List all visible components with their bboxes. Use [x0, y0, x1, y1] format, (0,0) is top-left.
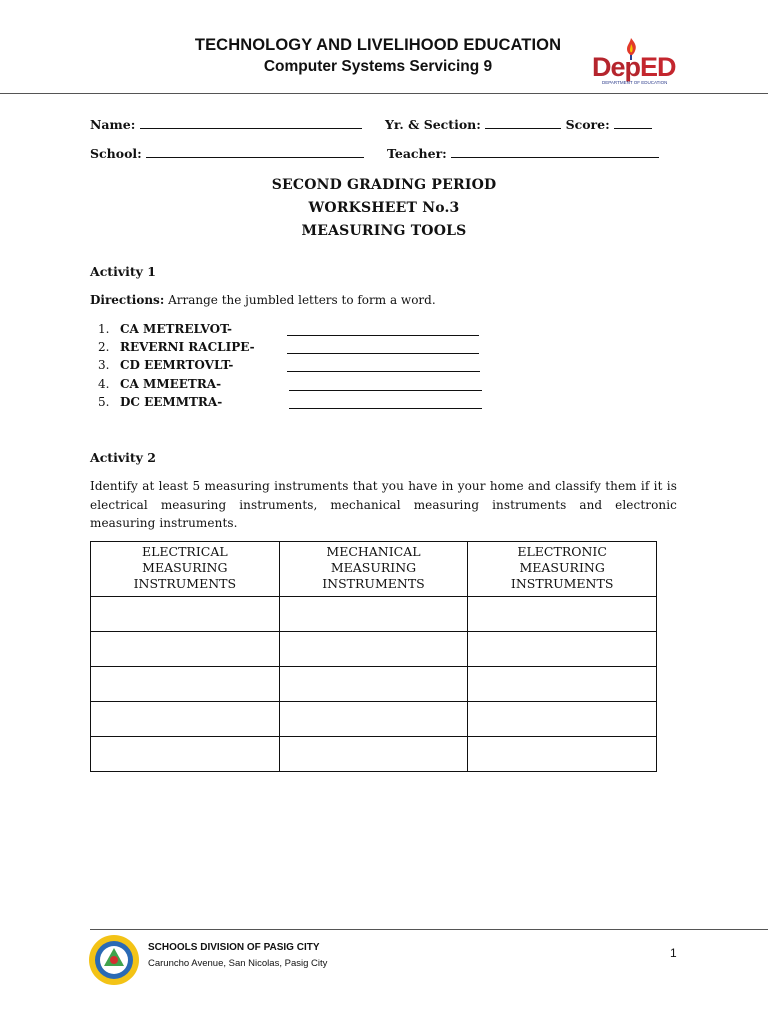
logo-tagline: DEPARTMENT OF EDUCATION: [602, 80, 668, 85]
deped-logo: [590, 40, 690, 92]
jumble-word: REVERNI RACLIPE-: [120, 340, 255, 354]
answer-blank[interactable]: [287, 335, 479, 336]
activity-2-instructions: Identify at least 5 measuring instruments that you have in your home and classify them if it is electrical measuring instruments, mechanical measuring instruments and electronic measuring instruments.: [90, 479, 677, 530]
table-row: [91, 597, 657, 632]
school-blank[interactable]: [146, 147, 364, 158]
worksheet-title: WORKSHEET No.3: [308, 200, 460, 216]
answer-blank[interactable]: [289, 390, 482, 391]
teacher-blank[interactable]: [451, 147, 659, 158]
table-cell[interactable]: [91, 737, 280, 772]
directions-label: Directions:: [90, 293, 165, 307]
table-cell[interactable]: [91, 667, 280, 702]
table-cell[interactable]: [468, 667, 657, 702]
school-field-row: [90, 146, 364, 161]
table-cell[interactable]: [91, 597, 280, 632]
table-cell[interactable]: [468, 737, 657, 772]
jumble-item: 3. CD EEMRTOVLT-: [98, 358, 234, 372]
directions-text: Arrange the jumbled letters to form a word.: [168, 293, 436, 307]
table-row: [91, 632, 657, 667]
teacher-field-row: [387, 146, 659, 161]
jumble-item: 4. CA MMEETRA-: [98, 377, 222, 391]
answer-blank[interactable]: [287, 371, 480, 372]
table-cell[interactable]: [279, 737, 468, 772]
table-cell[interactable]: [279, 667, 468, 702]
header-divider: [0, 93, 768, 94]
classification-table: [90, 541, 657, 772]
column-header-electronic: ELECTRONIC MEASURING INSTRUMENTS: [468, 542, 657, 597]
course-subtitle: Computer Systems Servicing 9: [263, 58, 493, 75]
table-cell[interactable]: [91, 632, 280, 667]
yr-section-blank[interactable]: [485, 118, 561, 129]
column-header-electrical: ELECTRICAL MEASURING INSTRUMENTS: [91, 542, 280, 597]
jumble-item: 5. DC EEMMTRA-: [98, 395, 223, 409]
activity-2-label: Activity 2: [90, 450, 156, 465]
table-cell[interactable]: [91, 702, 280, 737]
jumble-word: CA METRELVOT-: [120, 322, 233, 336]
topic-title: MEASURING TOOLS: [301, 223, 467, 239]
table-header-row: [91, 542, 657, 597]
yr-section-label: Yr. & Section:: [385, 117, 481, 132]
subject-title: TECHNOLOGY AND LIVELIHOOD EDUCATION: [194, 36, 562, 54]
table-cell[interactable]: [468, 702, 657, 737]
footer-organization: SCHOOLS DIVISION OF PASIG CITY: [148, 942, 320, 953]
page-number: 1: [670, 946, 677, 960]
score-label: Score:: [565, 117, 610, 132]
jumble-item: 2. REVERNI RACLIPE-: [98, 340, 255, 354]
table-cell[interactable]: [279, 632, 468, 667]
table-cell[interactable]: [468, 597, 657, 632]
division-seal-icon: [88, 934, 140, 986]
activity-1-label: Activity 1: [90, 264, 156, 279]
jumble-item: 1. CA METRELVOT-: [98, 322, 233, 336]
grading-period-title: SECOND GRADING PERIOD: [271, 177, 497, 193]
name-blank[interactable]: [140, 118, 362, 129]
jumble-word: CA MMEETRA-: [120, 377, 222, 391]
activity-1-directions: [90, 293, 436, 307]
school-label: School:: [90, 146, 142, 161]
logo-wordmark: DepED: [592, 52, 676, 82]
section-field-row: [385, 117, 652, 132]
name-label: Name:: [90, 117, 136, 132]
table-cell[interactable]: [468, 632, 657, 667]
jumble-word: CD EEMRTOVLT-: [120, 358, 234, 372]
table-cell[interactable]: [279, 702, 468, 737]
column-header-mechanical: MECHANICAL MEASURING INSTRUMENTS: [279, 542, 468, 597]
score-blank[interactable]: [614, 118, 652, 129]
teacher-label: Teacher:: [387, 146, 447, 161]
table-row: [91, 667, 657, 702]
table-row: [91, 737, 657, 772]
name-field-row: [90, 117, 362, 132]
jumble-word: DC EEMMTRA-: [120, 395, 223, 409]
answer-blank[interactable]: [287, 353, 479, 354]
table-row: [91, 702, 657, 737]
answer-blank[interactable]: [289, 408, 482, 409]
footer-address: Caruncho Avenue, San Nicolas, Pasig City: [148, 958, 328, 969]
footer-divider: [90, 929, 768, 930]
table-cell[interactable]: [279, 597, 468, 632]
